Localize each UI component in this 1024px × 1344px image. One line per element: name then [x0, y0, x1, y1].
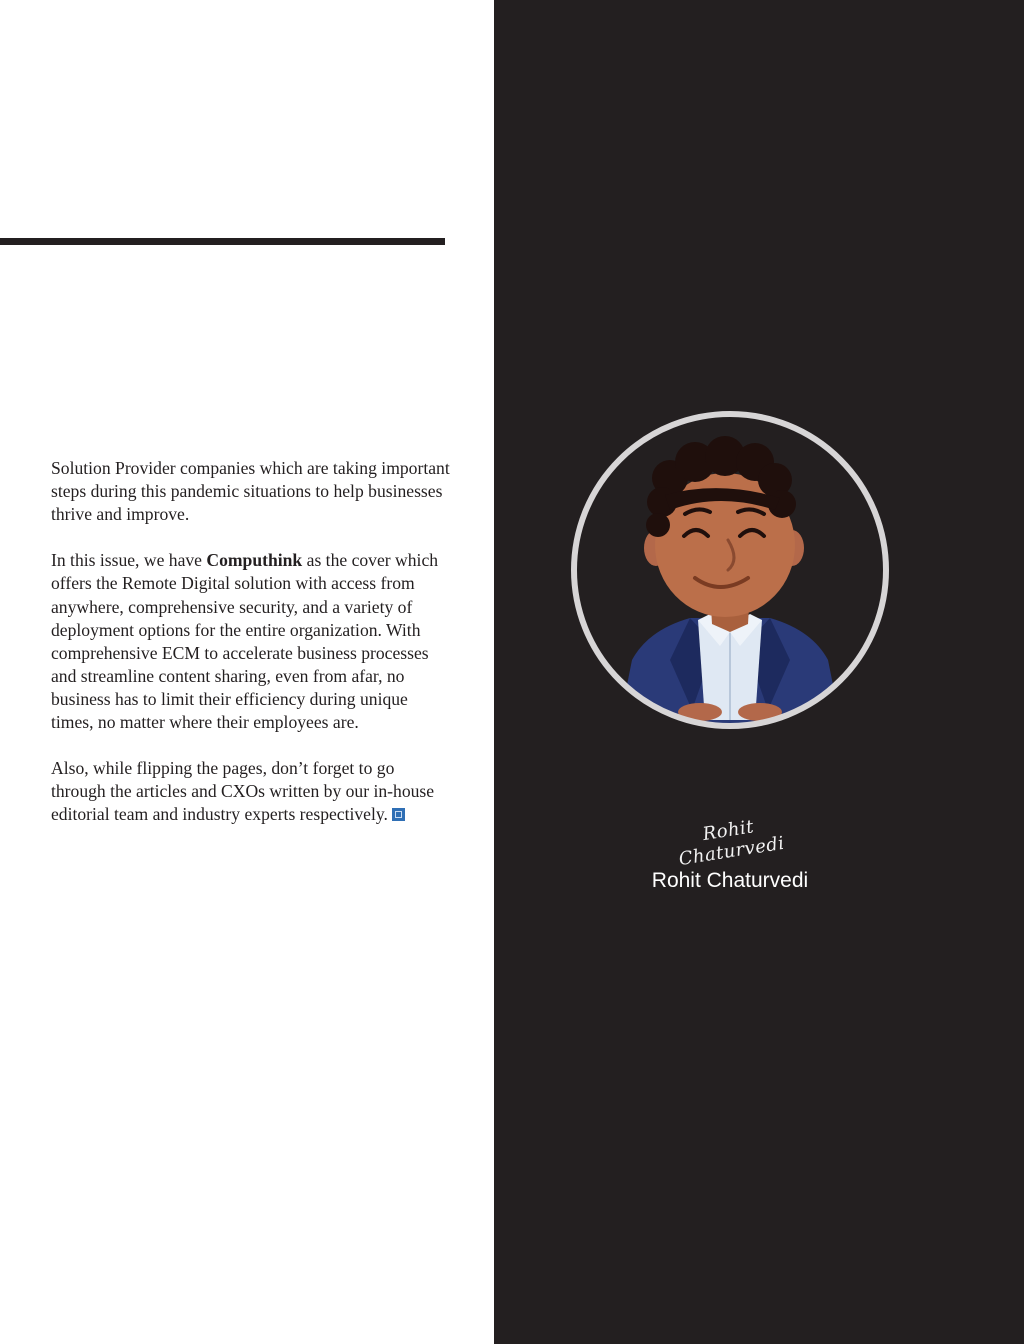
company-name: Computhink [206, 550, 303, 571]
article-paragraph [51, 757, 451, 826]
end-of-article-icon [392, 808, 405, 821]
editor-name: Rohit Chaturvedi [651, 869, 809, 892]
article-paragraph [51, 549, 451, 734]
paragraph-text: In this issue, we have [51, 550, 207, 571]
paragraph-text: as the cover which offers the Remote Digital solution with access from anywhere, comprehensive security, and a variety of deployment options for the entire organization. With comprehensive ECM to accelerate business processes and streamline content sharing, even from afar, no business has to limit their efficiency during unique times, no matter where their employees are. [51, 550, 439, 733]
left-column [0, 0, 494, 1344]
article-body [51, 457, 451, 850]
article-paragraph [51, 457, 451, 526]
paragraph-text: Also, while flipping the pages, don’t forget to go through the articles and CXOs written by our in-house editorial team and industry experts respectively. [51, 758, 435, 825]
section-rule [0, 238, 445, 245]
editor-signature: Rohit Chaturvedi [677, 816, 786, 871]
editor-avatar-icon [570, 410, 890, 730]
paragraph-text: Solution Provider companies which are taking important steps during this pandemic situations to help businesses thrive and improve. [51, 458, 450, 525]
